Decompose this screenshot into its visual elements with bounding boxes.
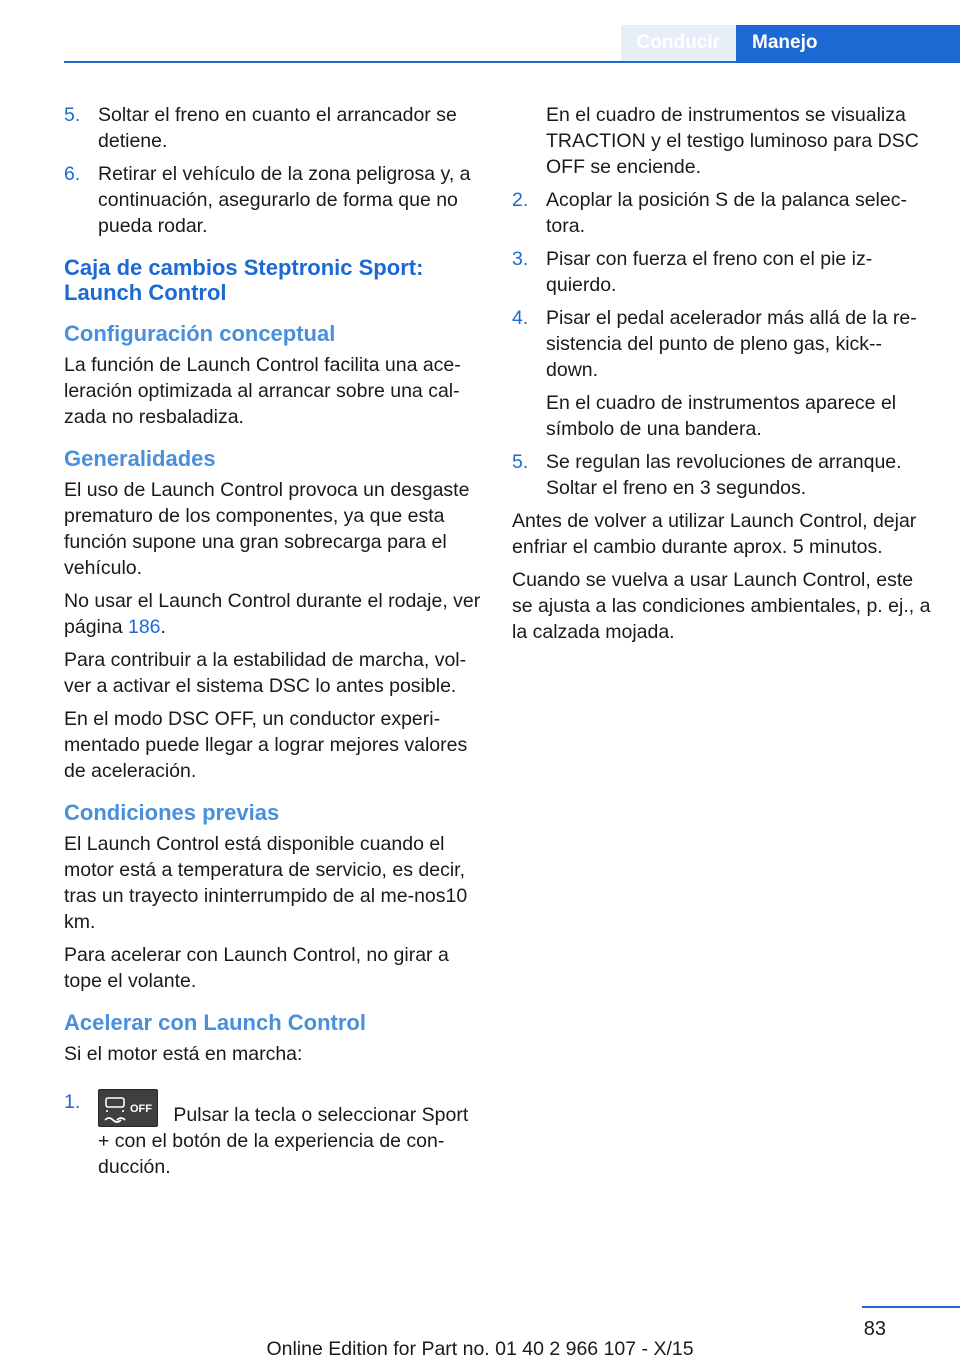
paragraph: El uso de Launch Control provoca un desgaste prematuro de los componentes, ya que esta función supone una gran sobrecarga para el vehículo. bbox=[64, 479, 470, 579]
paragraph-text: . bbox=[160, 616, 166, 638]
paragraph: Si el motor está en marcha: bbox=[64, 1043, 303, 1065]
tab-conducir[interactable]: Conducir bbox=[621, 25, 736, 61]
footer-rule bbox=[862, 1306, 960, 1308]
list-text: Soltar el freno en cuanto el arrancador se detiene. bbox=[98, 104, 457, 152]
list-number: 2. bbox=[512, 189, 529, 211]
paragraph bbox=[64, 588, 484, 640]
paragraph: El Launch Control está disponible cuando el motor está a temperatura de servicio, es decir, tras un trayecto ininterrumpido de al me-nos10 km. bbox=[64, 833, 468, 933]
list-number: 3. bbox=[512, 248, 529, 270]
subsection-title-accelerate: Acelerar con Launch Control bbox=[64, 1010, 366, 1035]
list-subtext: En el cuadro de instrumentos aparece el símbolo de una bandera. bbox=[546, 392, 897, 440]
list-item bbox=[512, 187, 932, 239]
list-item bbox=[512, 449, 932, 501]
list-item bbox=[64, 1089, 484, 1180]
list-item-continuation bbox=[512, 102, 932, 180]
section-title-launch-control: Caja de cambios Steptronic Sport: Launch Control bbox=[64, 255, 424, 305]
list-number: 5. bbox=[64, 104, 81, 126]
list-text: Pulsar la tecla o seleccionar Sport + con el botón de la experiencia de con-ducción. bbox=[98, 1104, 469, 1178]
list-item bbox=[512, 305, 932, 442]
paragraph-text: No usar el Launch Control durante el rodaje, ver página bbox=[64, 590, 481, 638]
paragraph: Antes de volver a utilizar Launch Control, dejar enfriar el cambio durante aprox. 5 minutos. bbox=[512, 510, 917, 558]
paragraph: Para acelerar con Launch Control, no girar a tope el volante. bbox=[64, 944, 449, 992]
list-text: Pisar el pedal acelerador más allá de la re-sistencia del punto de pleno gas, kick--down. bbox=[546, 307, 917, 381]
footer-edition: Online Edition for Part no. 01 40 2 966 107 - X/15 bbox=[266, 1338, 694, 1360]
right-column bbox=[512, 102, 932, 652]
list-item bbox=[64, 102, 484, 154]
svg-text:OFF: OFF bbox=[130, 1103, 152, 1115]
dsc-off-button-icon bbox=[98, 1089, 158, 1127]
list-text: Se regulan las revoluciones de arranque. Soltar el freno en 3 segundos. bbox=[546, 451, 902, 499]
subsection-title-conditions: Condiciones previas bbox=[64, 800, 280, 825]
list-text: Pisar con fuerza el freno con el pie iz-quierdo. bbox=[546, 248, 873, 296]
list-text: Retirar el vehículo de la zona peligrosa y, a continuación, asegurarlo de forma que no pueda rodar. bbox=[98, 163, 471, 237]
list-text: Acoplar la posición S de la palanca selec-tora. bbox=[546, 189, 907, 237]
list-number: 1. bbox=[64, 1091, 81, 1113]
list-number: 5. bbox=[512, 451, 529, 473]
subsection-title-concept: Configuración conceptual bbox=[64, 321, 336, 346]
paragraph: Para contribuir a la estabilidad de marcha, vol-ver a activar el sistema DSC lo antes posible. bbox=[64, 649, 467, 697]
subsection-title-general: Generalidades bbox=[64, 446, 216, 471]
header-rule bbox=[64, 61, 960, 63]
list-number: 6. bbox=[64, 163, 81, 185]
paragraph: La función de Launch Control facilita una ace-leración optimizada al arrancar sobre una cal-zada no resbaladiza. bbox=[64, 354, 461, 428]
paragraph: En el modo DSC OFF, un conductor experi-mentado puede llegar a lograr mejores valores de aceleración. bbox=[64, 708, 468, 782]
paragraph: Cuando se vuelva a usar Launch Control, este se ajusta a las condiciones ambientales, p. ej., a la calzada mojada. bbox=[512, 569, 931, 643]
left-column bbox=[64, 102, 484, 1187]
page-number: 83 bbox=[863, 1318, 886, 1340]
list-item bbox=[64, 161, 484, 239]
list-number: 4. bbox=[512, 307, 529, 329]
page-link[interactable]: 186 bbox=[127, 616, 161, 638]
tab-manejo[interactable]: Manejo bbox=[736, 25, 960, 61]
list-text: En el cuadro de instrumentos se visualiza TRACTION y el testigo luminoso para DSC OFF se enciende. bbox=[546, 104, 919, 178]
header-tabs bbox=[621, 25, 960, 61]
list-item bbox=[512, 246, 932, 298]
